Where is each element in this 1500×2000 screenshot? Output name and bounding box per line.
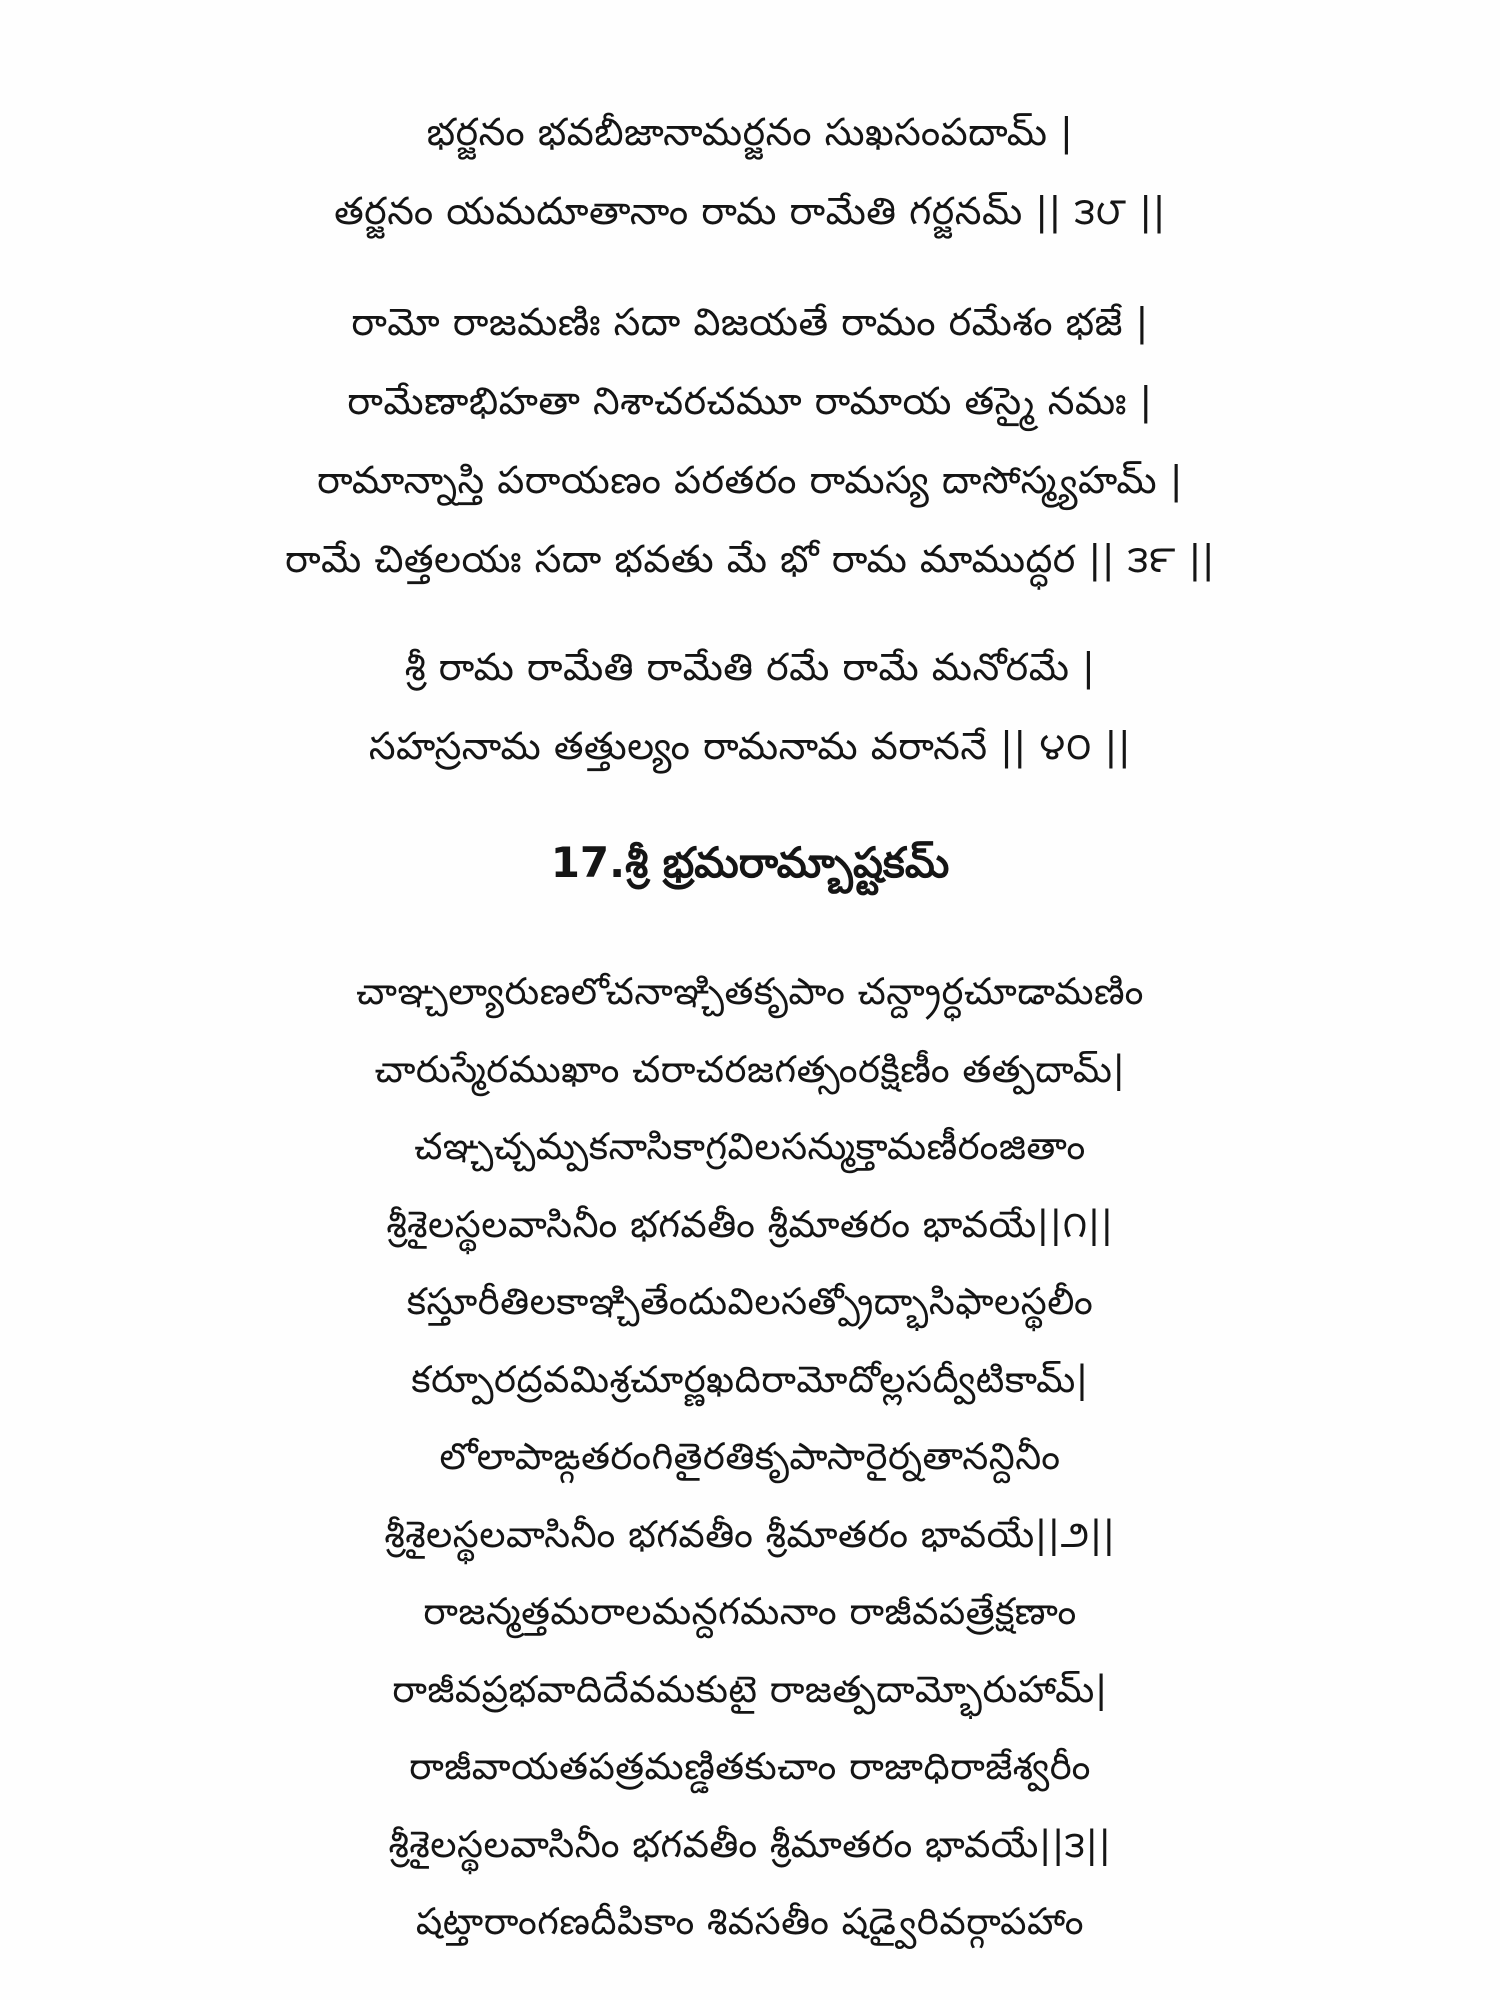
verse-line: రామే చిత్తలయః సదా భవతు మే భో రామ మాముద్ధర || ౩౯ || [284, 537, 1216, 581]
ashtakam-line: చఞ్చచ్చమ్పకనాసికాగ్రవిలసన్ముక్తామణీరంజితాం [414, 1125, 1086, 1168]
verse-line: రామాన్నాస్తి పరాయణం పరతరం రామస్య దాసోస్మ్యహమ్ | [316, 458, 1184, 502]
ashtakam-line: షట్తారాంగణదీపికాం శివసతీం షడ్వైరివర్గాపహాం [415, 1900, 1085, 1943]
verse-line: రామో రాజమణిః సదా విజయతే రామం రమేశం భజే | [351, 300, 1149, 344]
ashtakam-line: లోలాపాఙ్గతరంగితైరతికృపాసారైర్నతానన్దినీం [439, 1435, 1061, 1478]
verse-line: శ్రీ రామ రామేతి రామేతి రమే రామే మనోరమే | [404, 645, 1096, 689]
verse-40 [0, 645, 1500, 803]
verse-line: భర్జనం భవబీజానామర్జనం సుఖసంపదామ్ | [426, 110, 1074, 154]
ashtakam-line: కస్తూరీతిలకాఞ్చితేందువిలసత్ప్రోద్భాసిఫాలస్థలీం [406, 1280, 1094, 1323]
ashtakam-line: కర్పూరద్రవమిశ్రచూర్ణఖదిరామోదోల్లసద్వీటికామ్| [411, 1357, 1089, 1401]
ashtakam-line: రాజన్మత్తమరాలమన్దగమనాం రాజీవపత్రేక్షణాం [423, 1590, 1077, 1633]
verse-line: రామేణాభిహతా నిశాచరచమూ రామాయ తస్మై నమః | [347, 379, 1153, 423]
ashtakam-line: శ్రీశైలస్థలవాసినీం భగవతీం శ్రీమాతరం భావయే||౨|| [384, 1512, 1116, 1556]
ashtakam-line: రాజీవాయతపత్రమణ్డితకుచాం రాజాధిరాజేశ్వరీం [409, 1745, 1091, 1788]
ashtakam-line: రాజీవప్రభవాదిదేవమకుటై రాజత్పదామ్భోరుహామ్| [392, 1667, 1108, 1711]
verse-38 [0, 110, 1500, 268]
ashtakam-verses [0, 970, 1500, 1978]
section-heading: 17.శ్రీ భ్రమరామ్బాష్టకమ్ [550, 838, 950, 887]
verse-line: సహస్రనామ తత్తుల్యం రామనామ వరాననే || ౪౦ || [368, 724, 1132, 768]
ashtakam-line: చాఞ్చల్యారుణలోచనాఞ్చితకృపాం చన్ద్రార్ధచూడామణిం [356, 970, 1144, 1013]
ashtakam-line: చారుస్మేరముఖాం చరాచరజగత్సంరక్షిణీం తత్పదామ్| [374, 1047, 1126, 1091]
ashtakam-line: శ్రీశైలస్థలవాసినీం భగవతీం శ్రీమాతరం భావయే||౧|| [386, 1202, 1114, 1246]
verse-line: తర్జనం యమదూతానాం రామ రామేతి గర్జనమ్ || ౩౮ || [334, 189, 1166, 233]
verse-39 [0, 300, 1500, 616]
ashtakam-line: శ్రీశైలస్థలవాసినీం భగవతీం శ్రీమాతరం భావయే||౩|| [388, 1822, 1112, 1866]
